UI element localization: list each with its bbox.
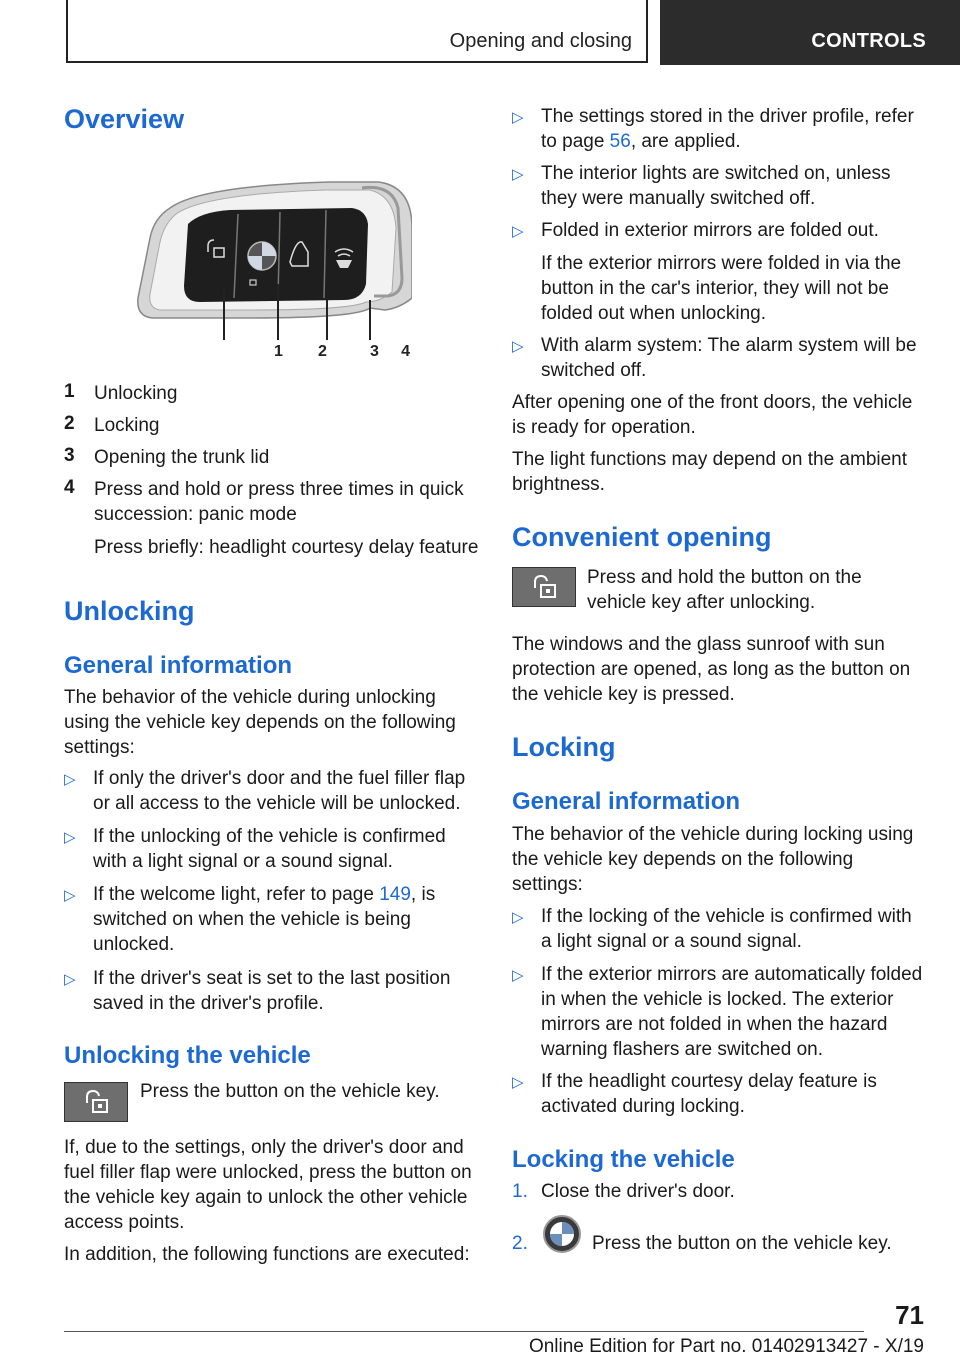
convenient-button-text: Press and hold the button on the vehicle key after unlocking. bbox=[587, 567, 862, 613]
page-number: 71 bbox=[895, 1300, 924, 1330]
figure-label-1: 1 bbox=[274, 343, 283, 360]
list-item bbox=[512, 1214, 926, 1256]
convenient-opening-text: The windows and the glass sunroof with sun protection are opened, as long as the button on the vehicle key is pressed. bbox=[512, 634, 911, 705]
triangle-bullet-icon: ▷ bbox=[512, 223, 524, 240]
footer-divider bbox=[64, 1331, 864, 1332]
unlocking-vehicle-heading: Unlocking the vehicle bbox=[64, 1042, 311, 1069]
footer-edition: Online Edition for Part no. 01402913427 - X/19 bbox=[528, 1336, 924, 1357]
light-functions-para: The light functions may depend on the ambient brightness. bbox=[512, 449, 908, 495]
triangle-bullet-icon: ▷ bbox=[512, 338, 524, 355]
item-number: 2 bbox=[64, 413, 75, 434]
locking-general-text: The behavior of the vehicle during locking using the vehicle key depends on the following settings: bbox=[512, 824, 914, 895]
item-text: Press and hold or press three times in quick succession: panic mode bbox=[94, 479, 464, 525]
unlocking-para-1: If, due to the settings, only the driver's door and fuel filler flap were unlocked, press the button on the vehicle key again to unlock the other vehicle access points. bbox=[64, 1137, 472, 1233]
bullet-text: If only the driver's door and the fuel filler flap or all access to the vehicle will be unlocked. bbox=[93, 768, 466, 814]
page-link[interactable]: 149 bbox=[379, 884, 411, 905]
bullet-text: If the headlight courtesy delay feature is activated during locking. bbox=[541, 1071, 877, 1117]
bullet-text: If the welcome light, refer to page 149, is switched on when the vehicle is being unlocked. bbox=[93, 884, 436, 955]
unlock-button-text: Press the button on the vehicle key. bbox=[140, 1081, 440, 1102]
unlocking-para-2: In addition, the following functions are executed: bbox=[64, 1244, 470, 1265]
item-text: Unlocking bbox=[94, 383, 178, 404]
bullet-text: If the exterior mirrors are automatically folded in when the vehicle is locked. The exterior mirrors are not folded in when the hazard warning flashers are switched on. bbox=[541, 964, 923, 1060]
header-chapter-box bbox=[660, 0, 960, 65]
header-section-box bbox=[66, 0, 648, 63]
unlocking-general-text: The behavior of the vehicle during unlocking using the vehicle key depends on the following settings: bbox=[64, 687, 456, 758]
item-number: 1 bbox=[64, 381, 75, 402]
unlocking-heading: Unlocking bbox=[64, 596, 195, 626]
triangle-bullet-icon: ▷ bbox=[512, 166, 524, 183]
step-number: 2. bbox=[512, 1233, 528, 1254]
triangle-bullet-icon: ▷ bbox=[64, 971, 76, 988]
unlock-button-icon bbox=[512, 567, 576, 607]
figure-label-2: 2 bbox=[318, 343, 327, 360]
header-section-title: Opening and closing bbox=[449, 30, 632, 52]
step-number: 1. bbox=[512, 1181, 528, 1202]
bullet-text: With alarm system: The alarm system will be switched off. bbox=[541, 335, 917, 381]
overview-heading: Overview bbox=[64, 104, 185, 134]
unlock-button-icon bbox=[64, 1082, 128, 1122]
triangle-bullet-icon: ▷ bbox=[64, 887, 76, 904]
bullet-text: The interior lights are switched on, unless they were manually switched off. bbox=[541, 163, 891, 209]
step-text: Close the driver's door. bbox=[541, 1181, 735, 1202]
bullet-text: If the unlocking of the vehicle is confirmed with a light signal or a sound signal. bbox=[93, 826, 446, 872]
triangle-bullet-icon: ▷ bbox=[512, 909, 524, 926]
item-text: Locking bbox=[94, 415, 160, 436]
header-chapter-title: CONTROLS bbox=[811, 30, 926, 52]
triangle-bullet-icon: ▷ bbox=[512, 109, 524, 126]
vehicle-key-figure bbox=[130, 168, 412, 360]
triangle-bullet-icon: ▷ bbox=[512, 1074, 524, 1091]
front-doors-para: After opening one of the front doors, the vehicle is ready for operation. bbox=[512, 392, 913, 438]
triangle-bullet-icon: ▷ bbox=[64, 771, 76, 788]
figure-label-4: 4 bbox=[401, 343, 410, 360]
convenient-opening-heading: Convenient opening bbox=[512, 522, 772, 552]
step-text: Press the button on the vehicle key. bbox=[592, 1233, 892, 1254]
triangle-bullet-icon: ▷ bbox=[512, 967, 524, 984]
triangle-bullet-icon: ▷ bbox=[64, 829, 76, 846]
locking-general-heading: General information bbox=[512, 788, 741, 815]
item-extra-text: Press briefly: headlight courtesy delay feature bbox=[94, 537, 479, 558]
locking-heading: Locking bbox=[512, 732, 616, 762]
item-text: Opening the trunk lid bbox=[94, 447, 270, 468]
bullet-text: If the locking of the vehicle is confirmed with a light signal or a sound signal. bbox=[541, 906, 912, 952]
bmw-roundel-icon bbox=[542, 1214, 582, 1254]
figure-label-3: 3 bbox=[370, 343, 379, 360]
item-number: 3 bbox=[64, 445, 75, 466]
bullet-text: Folded in exterior mirrors are folded out. bbox=[541, 220, 879, 241]
locking-vehicle-heading: Locking the vehicle bbox=[512, 1146, 735, 1173]
bullet-text: If the driver's seat is set to the last position saved in the driver's profile. bbox=[93, 968, 451, 1014]
page-link[interactable]: 56 bbox=[609, 131, 631, 152]
unlocking-general-heading: General information bbox=[64, 652, 293, 679]
item-number: 4 bbox=[64, 477, 75, 498]
bullet-text: The settings stored in the driver profile, refer to page 56, are applied. bbox=[541, 106, 914, 152]
mirror-note-text: If the exterior mirrors were folded in via the button in the car's interior, they will not be folded out when unlocking. bbox=[541, 253, 902, 324]
